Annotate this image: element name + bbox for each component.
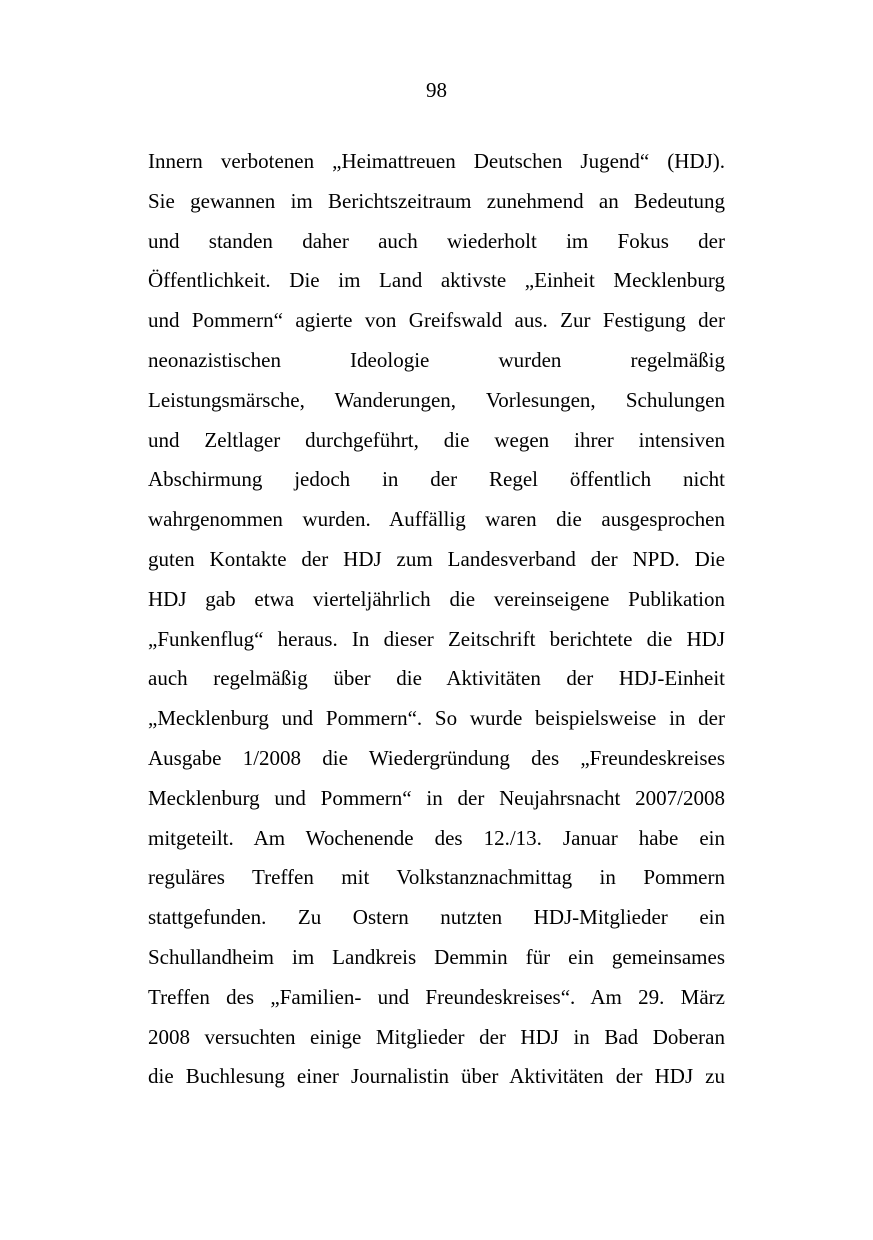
text-line: Treffen des „Familien- und Freundeskreises“. Am 29. März <box>148 984 725 1009</box>
text-line: und Pommern“ agierte von Greifswald aus. Zur Festigung der <box>148 308 725 333</box>
text-line: Abschirmung jedoch in der Regel öffentlich nicht <box>148 467 725 492</box>
text-line: Mecklenburg und Pommern“ in der Neujahrsnacht 2007/2008 <box>148 785 725 810</box>
text-line: reguläres Treffen mit Volkstanznachmittag in Pommern <box>148 865 725 890</box>
text-line: Innern verbotenen „Heimattreuen Deutschen Jugend“ (HDJ). <box>148 149 725 173</box>
text-line: und Zeltlager durchgeführt, die wegen ihrer intensiven <box>148 427 725 452</box>
text-line: 2008 versuchten einige Mitglieder der HDJ in Bad Doberan <box>148 1024 725 1049</box>
text-line: Öffentlichkeit. Die im Land aktivste „Einheit Mecklenburg <box>148 268 725 293</box>
text-line: guten Kontakte der HDJ zum Landesverband der NPD. Die <box>148 546 725 571</box>
text-line: Ausgabe 1/2008 die Wiedergründung des „Freundeskreises <box>148 745 725 770</box>
text-line: neonazistischen Ideologie wurden regelmäßig <box>148 347 725 372</box>
text-line: Leistungsmärsche, Wanderungen, Vorlesungen, Schulungen <box>148 387 725 412</box>
body-paragraph <box>148 142 725 1097</box>
text-line: „Funkenflug“ heraus. In dieser Zeitschrift berichtete die HDJ <box>148 626 725 651</box>
text-line: wahrgenommen wurden. Auffällig waren die ausgesprochen <box>148 507 725 532</box>
text-line: HDJ gab etwa vierteljährlich die vereinseigene Publikation <box>148 586 725 611</box>
text-line: „Mecklenburg und Pommern“. So wurde beispielsweise in der <box>148 706 725 731</box>
text-line: auch regelmäßig über die Aktivitäten der HDJ-Einheit <box>148 666 725 691</box>
text-line: Schullandheim im Landkreis Demmin für ein gemeinsames <box>148 944 725 969</box>
page-number: 98 <box>426 78 447 102</box>
text-line: Sie gewannen im Berichtszeitraum zunehmend an Bedeutung <box>148 188 725 213</box>
text-line: mitgeteilt. Am Wochenende des 12./13. Januar habe ein <box>148 825 725 850</box>
text-line: die Buchlesung einer Journalistin über Aktivitäten der HDJ zu <box>148 1064 725 1089</box>
text-line: stattgefunden. Zu Ostern nutzten HDJ-Mitglieder ein <box>148 905 725 930</box>
text-line: und standen daher auch wiederholt im Fokus der <box>148 228 725 253</box>
